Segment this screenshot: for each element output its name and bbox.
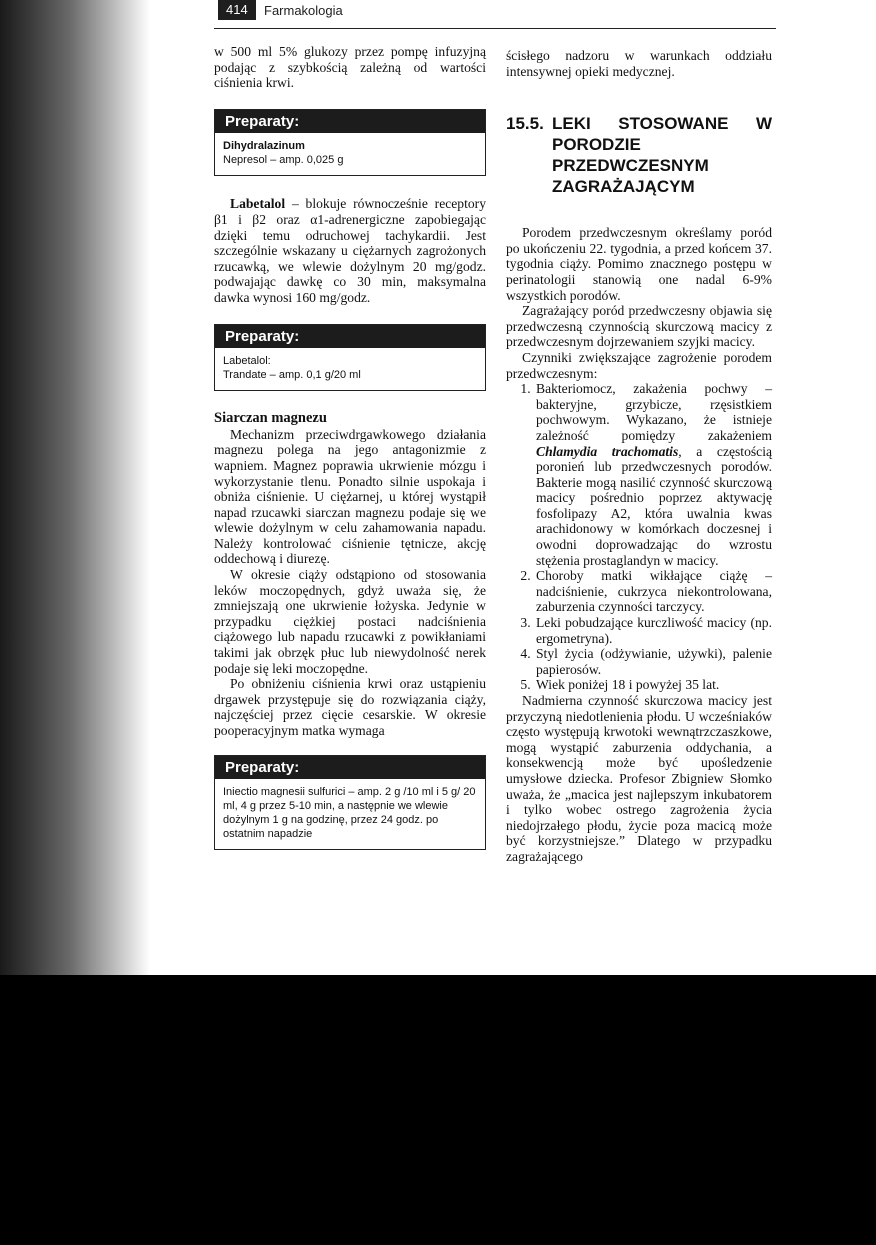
term-labetalol: Labetalol [230,196,286,212]
drug-name: Dihydralazinum [223,140,305,153]
paragraph-labetalol [214,196,486,305]
drug-form: Trandate – amp. 0,1 g/20 ml [223,369,361,382]
drug-form: Nepresol – amp. 0,025 g [223,154,344,167]
box-title: Preparaty: [215,325,485,349]
labetalol-text: – blokuje równocześnie receptory β1 i β2 oraz α1-adrenergiczne zapobiegając dzięki temu odruchowej tachykardii. Jest szczególnie wskazany u ciężarnych zagrożonych rzucawką, we wlewie dożylnym 20 mg/godz. podwajając dawkę co 30 min, maksymalna dawka wynosi 160 mg/godz. [214,196,486,305]
box-title: Preparaty: [215,110,485,134]
list-item: 1. Bakteriomocz, zakażenia pochwy – bakteryjne, grzybicze, rzęsistkiem pochwowym. Wykazano, że istnieje zależność pomiędzy zakażeniem Chlamydia trachomatis, a częstością poronień lub przedwczesnych porodów. Bakterie mogą nasilić czynność skurczową macicy pośrednio poprzez aktywację fosfolipazy A2, która uwalnia kwas arachidonowy w komórkach doczesnej i owodni doprowadzając do wzrostu stężenia prostaglandyn w macicy. [534,381,772,568]
paragraph-magnesium-1: Mechanizm przeciwdrgawkowego działania magnezu polega na jego antagonizmie z wapniem. Magnez poprawia ukrwienie mózgu i wykorzystanie tlenu. Ponadto silnie uspokaja i obniża ciśnienie. U ciężarnej, u której wystąpił napad rzucawki siarczan magnezu podaje się we wlewie dożylnym w celu zahamowania napadu. Należy kontrolować ciśnienie tętnicze, akcję oddechową i diurezę. [214,426,486,567]
running-head: Farmakologia [264,3,343,18]
list-item: 4. Styl życia (odżywianie, używki), palenie papierosów. [534,646,772,677]
drug-description: Iniectio magnesii sulfurici – amp. 2 g /10 ml i 5 g/ 20 ml, 4 g przez 5-10 min, a następnie we wlewie dożylnym 1 g na godzinę, przez 24 godz. po ostatnim napadzie [223,786,476,841]
box-body [215,779,485,849]
drug-name: Labetalol: [223,355,271,368]
page-number: 414 [218,0,256,20]
paragraph-2: Zagrażający poród przedwczesny objawia się przedwczesną czynnością skurczową macicy z przedwczesnym dojrzewaniem szyjki macicy. [506,303,772,350]
box-body [215,348,485,390]
italic-term: Chlamydia trachomatis [536,443,679,459]
scan-edge-shadow [0,0,150,980]
right-column [506,48,772,865]
list-item: 5. Wiek poniżej 18 i powyżej 35 lat. [534,677,772,693]
preparations-box-magnesium [214,755,486,851]
list-item: 3. Leki pobudzające kurczliwość macicy (np. ergometryna). [534,615,772,646]
page-header [214,0,776,29]
paragraph-intro: w 500 ml 5% glukozy przez pompę infuzyjną podając z szybkością zależną od wartości ciśnienia krwi. [214,44,486,91]
list-item: 2. Choroby matki wikłające ciążę – nadciśnienie, cukrzyca niekontrolowana, zaburzenia czynności tarczycy. [534,568,772,615]
paragraph-intro: ścisłego nadzoru w warunkach oddziału intensywnej opieki medycznej. [506,48,772,79]
preparations-box-labetalol [214,324,486,392]
paragraph-magnesium-3: Po obniżeniu ciśnienia krwi oraz ustąpieniu drgawek przystępuje się do rozwiązania ciąży, najczęściej przez cięcie cesarskie. W okresie pooperacyjnym matka wymaga [214,676,486,738]
box-body [215,133,485,175]
section-number: 15.5. [506,114,544,134]
scan-bottom-border [0,975,876,1245]
paragraph-4: Nadmierna czynność skurczowa macicy jest przyczyną niedotlenienia płodu. U wcześniaków często występują krwotoki wewnątrzczaszkowe, mogą wystąpić zaburzenia oddychania, a konsekwencją może być upośledzenie umysłowe dziecka. Profesor Zbigniew Słomko uważa, że „macica jest najlepszym inkubatorem i tylko wobec ostrego zagrożenia życia niedojrzałego płodu, życie poza macicą może być korzystniejsze.” Dlatego w przypadku zagrażającego [506,693,772,864]
section-title [506,113,772,197]
paragraph-magnesium-2: W okresie ciąży odstąpiono od stosowania leków moczopędnych, gdyż uważa się, że zmniejszają one ukrwienie łożyska. Jedynie w przypadku ciężkiej postaci nadciśnienia ciążowego lub napadu rzucawki z powikłaniami takimi jak obrzęk płuc lub niewydolność nerek podaje się leki moczopędne. [214,567,486,676]
paragraph-1: Porodem przedwczesnym określamy poród po ukończeniu 22. tygodnia, a przed końcem 37. tygodnia ciąży. Pomimo znacznego postępu w perinatologii stanowią one nadal 6-9% wszystkich porodów. [506,225,772,303]
paragraph-3: Czynniki zwiększające zagrożenie porodem przedwczesnym: [506,349,772,381]
left-column [214,44,486,870]
subheading-magnesium: Siarczan magnezu [214,410,327,427]
risk-factors-list [506,381,772,693]
box-title: Preparaty: [215,756,485,780]
section-title-text: LEKI STOSOWANE W PORODZIE PRZEDWCZESNYM ZAGRAŻAJĄCYM [552,114,772,197]
preparations-box-dihydralazine [214,109,486,177]
